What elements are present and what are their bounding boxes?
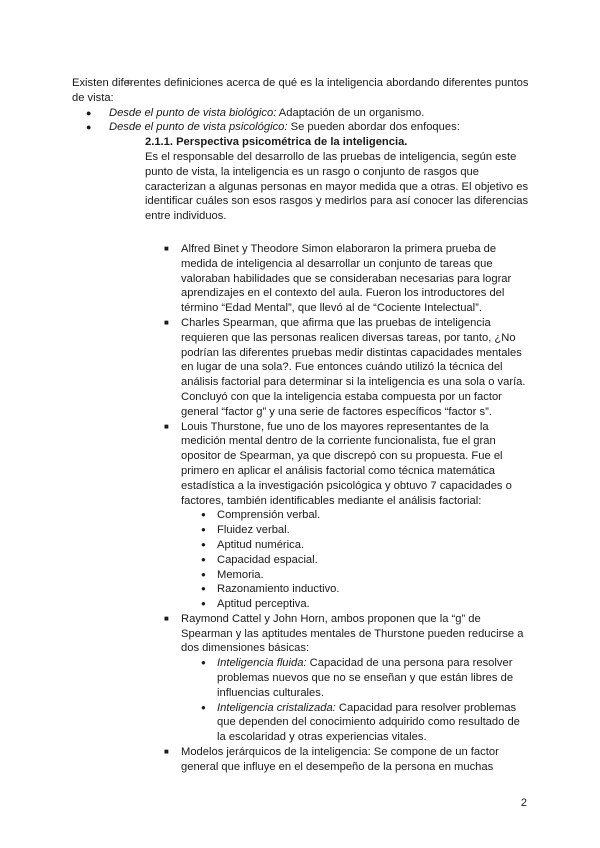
list-item: ● Comprensión verbal. — [72, 508, 530, 523]
list-item-models: ■ Modelos jerárquicos de la inteligencia: Se compone de un factor general que influye en el desempeño de la persona en muchas — [72, 745, 530, 775]
list-item — [72, 701, 530, 745]
dimension-text: Capacidad para resolver problemas que dependen del conocimiento adquirido como resultado de la escolaridad y otras experiencias vitales. — [217, 701, 520, 744]
viewpoint-text: Se pueden abordar dos enfoques: — [287, 121, 460, 134]
list-item-cattel — [72, 612, 530, 745]
dimension-label: Inteligencia fluida: — [217, 657, 307, 670]
viewpoint-list — [72, 106, 530, 136]
page-content — [72, 76, 530, 775]
section-title: 2.1.1. Perspectiva psicométrica de la inteligencia. — [145, 136, 408, 149]
capacities-list — [181, 508, 530, 612]
section-block — [72, 135, 530, 224]
list-item — [72, 106, 530, 121]
cattel-text: Raymond Cattel y John Horn, ambos proponen que la “g” de Spearman y las aptitudes mentales de Thurstone pueden reducirse a dos dimensiones básicas: — [181, 612, 524, 655]
list-item — [72, 120, 530, 135]
viewpoint-label: Desde el punto de vista biológico: — [109, 106, 277, 119]
list-item: ● Aptitud numérica. — [72, 538, 530, 553]
list-item-binet: ■ Alfred Binet y Theodore Simon elaboraron la primera prueba de medida de inteligencia al desarrollar un conjunto de tareas que valoraban habilidades que se consideraban necesarias para lograr aprendizajes en el contexto del aula. Fueron los introductores del término “Edad Mental”, que llevó al de “Cociente Intelectual”. — [72, 242, 530, 316]
thurstone-text: Louis Thurstone, fue uno de los mayores representantes de la medición mental dentro de la corriente funcionalista, fue el gran opositor de Spearman, ya que discrepó con su propuesta. Fue el primero en aplicar el análisis factorial como técnica matemática estadística a la investigación psicológica y obtuvo 7 capacidades o factores, también identificables mediante el análisis factorial: — [181, 420, 512, 507]
list-item: ● Razonamiento inductivo. — [72, 582, 530, 597]
dimension-text: Capacidad de una persona para resolver problemas nuevos que no se enseñan y que están libres de influencias culturales. — [217, 657, 514, 699]
list-item — [72, 656, 530, 700]
list-item-spearman: ■ Charles Spearman, que afirma que las pruebas de inteligencia requieren que las personas realicen diversas tareas, por tanto, ¿No podrían las diferentes pruebas medir distintas capacidades mentales en lugar de una sola?. Fue entonces cuándo utilizó la técnica del análisis factorial para determinar si la inteligencia es una sola o varía. Concluyó con que la inteligencia estaba compuesta por un factor general “factor g” y una serie de factores específicos “factor s”. — [72, 316, 530, 420]
list-item: ● Capacidad espacial. — [72, 553, 530, 568]
author-list — [72, 242, 530, 775]
dimensions-list — [181, 656, 530, 745]
intro-paragraph: Existen diferentes definiciones acerca de qué es la inteligencia abordando diferentes puntos de vista: — [72, 77, 529, 104]
section-paragraph: Es el responsable del desarrollo de las pruebas de inteligencia, según este punto de vista, la inteligencia es un rasgo o conjunto de rasgos que caracterizan a algunas personas en mayor medida que a otras. El objetivo es identificar cuáles son esos rasgos y medirlos para así conocer las diferencias entre individuos. — [145, 150, 529, 223]
list-item: ● Memoria. — [72, 568, 530, 583]
dimension-label: Inteligencia cristalizada: — [217, 701, 336, 714]
list-item: ● Aptitud perceptiva. — [72, 597, 530, 612]
page-number: 2 — [520, 797, 527, 809]
list-item-thurstone — [72, 420, 530, 612]
viewpoint-label: Desde el punto de vista psicológico: — [109, 121, 288, 134]
viewpoint-text: Adaptación de un organismo. — [276, 106, 425, 119]
spacer — [72, 224, 530, 242]
list-item: ● Fluidez verbal. — [72, 523, 530, 538]
